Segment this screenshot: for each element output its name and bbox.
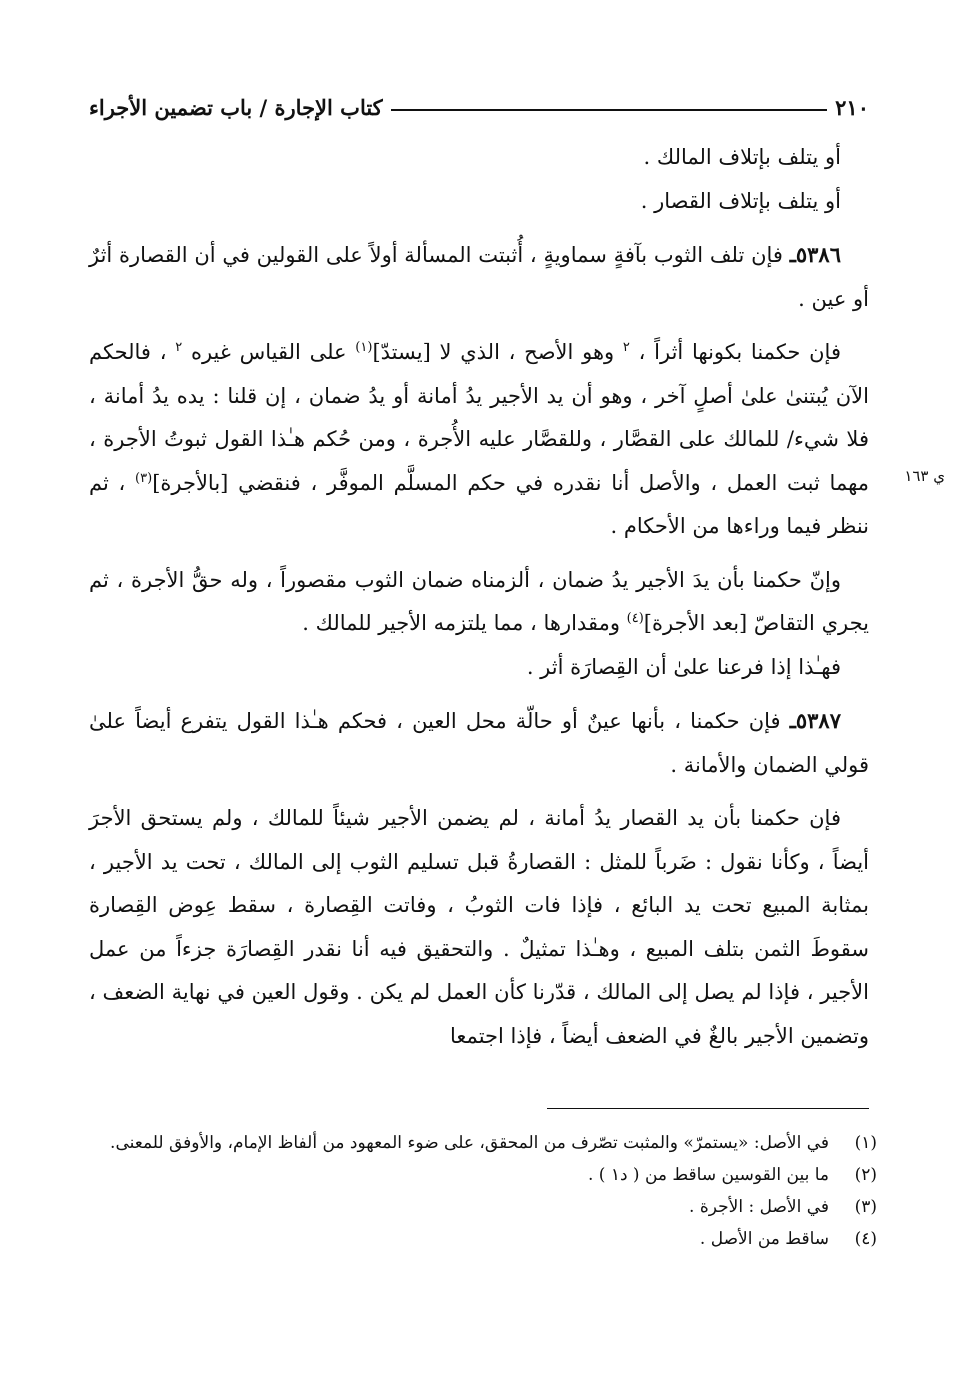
header-title: كتاب الإجارة / باب تضمين الأجراء — [89, 95, 383, 120]
margin-folio-note: ي ١٦٣ — [904, 467, 945, 485]
paragraph: فهـٰذا إذا فرعنا علىٰ أن القِصارَة أثر . — [526, 654, 841, 679]
footnote-text: في الأصل: «يستمرّ» والمثبت تصّرف من المحقق، على ضوء المعهود من ألفاظ الإمام، والأوفق للمعنى. — [110, 1133, 829, 1153]
issue-number: ٥٣٨٧ـ — [789, 708, 841, 733]
paragraph-5387 — [89, 699, 869, 787]
footnote — [87, 1192, 877, 1222]
footnote-text: ساقط من الأصل . — [699, 1229, 829, 1249]
paragraph-text: فإن حكمنا بكونها أثراً ، — [629, 340, 841, 364]
footnote-marker: (٣) — [854, 1197, 877, 1217]
footnote-text: ما بين القوسين ساقط من ( د١ ) . — [587, 1165, 829, 1185]
footnote-ref: ٢ — [622, 340, 630, 355]
paragraph — [89, 331, 869, 549]
paragraph — [89, 559, 869, 646]
body-line: أو يتلف بإتلاف القصار . — [640, 188, 841, 213]
paragraph-text: ، فالحكم الآن يُبتنىٰ علىٰ أصلٍ آخر ، وهو أن يد الأجير يدُ أمانة أو يدُ ضمان ، إن قلنا : يده يدُ أمانة ، فلا شيء/ للمالك على القصَّار ، وللقصَّار عليه الأُجرة ، ومن حُكم هـٰذا القول ثبوتُ الأجرة ، مهما ثبت العمل ، والأصل أنا نقدره في حكم المسلَّم الموفَّر ، فنقضي [بالأجرة] — [89, 340, 870, 495]
footnote-marker: (٢) — [854, 1165, 877, 1185]
footnote-text: في الأصل : الأجرة . — [689, 1197, 829, 1217]
footnote-ref: (٤) — [626, 611, 644, 626]
page-number: ٢١٠ — [835, 95, 869, 120]
paragraph-5386 — [89, 233, 869, 321]
paragraph-text: فإن حكمنا ، بأنها عينٌ أو حالّة محل العين ، فحكم هـٰذا القول يتفرع أيضاً علىٰ قولي الضمان والأمانة . — [89, 709, 869, 777]
paragraph-text: على القياس غيره — [182, 340, 356, 364]
paragraph-text: فإن تلف الثوب بآفةٍ سماويةٍ ، أُثبتت المسألة أولاً على القولين في أن القصارة أثرٌ أو عين . — [89, 243, 869, 311]
running-header — [89, 80, 869, 120]
footnote — [87, 1160, 877, 1190]
body-text — [89, 136, 869, 1058]
paragraph-text: وهو الأصح ، الذي لا [يستدّ] — [372, 340, 623, 364]
footnote — [87, 1128, 877, 1158]
footnotes — [87, 1128, 877, 1256]
paragraph-text: ، ثم ننظر فيما وراءها من الأحكام . — [89, 470, 869, 538]
footnote-ref: (١) — [355, 340, 373, 355]
paragraph-text: ومقدارها ، مما يلتزمه الأجير للمالك . — [302, 611, 627, 635]
paragraph: فإن حكمنا بأن يد القصار يدُ أمانة ، لم يضمن الأجير شيئاً للمالك ، ولم يستحق الأجرَ أيضاً ، وكأنا نقول : ضَرباً للمثل : القصارةُ قبل تسليم الثوب إلى المالك ، تحت يد الأجير ، بمثابة المبيع تحت يد البائع ، فإذا فات الثوبُ ، وفاتت القِصارة ، سقط عِوض القِصارة سقوطَ الثمن بتلف المبيع ، وهـٰذا تمثيلٌ . والتحقيق فيه أنا نقدر القِصارَة جزءاً من عمل الأجير ، فإذا لم يصل إلى المالك ، قدّرنا كأن العمل لم يكن . وقول العين في نهاية الضعف ، وتضمين الأجير بالغٌ في الضعف أيضاً ، فإذا اجتمعا — [89, 806, 869, 1048]
footnote-marker: (٤) — [854, 1229, 877, 1249]
footnote — [87, 1224, 877, 1254]
header-rule — [391, 109, 827, 111]
footnote-ref: ٢ — [175, 340, 183, 355]
body-line: أو يتلف بإتلاف المالك . — [643, 145, 841, 169]
paragraph-text: وإنّ حكمنا بأن يدَ الأجير يدُ ضمان ، ألزمناه ضمان الثوب مقصوراً ، وله حقُّ الأجرة ، ثم يجري التقاصّ [بعد الأجرة] — [89, 567, 869, 635]
footnote-marker: (١) — [854, 1133, 877, 1153]
footnote-ref: (٣) — [135, 470, 153, 486]
footnote-separator — [547, 1108, 869, 1109]
issue-number: ٥٣٨٦ـ — [789, 242, 841, 267]
